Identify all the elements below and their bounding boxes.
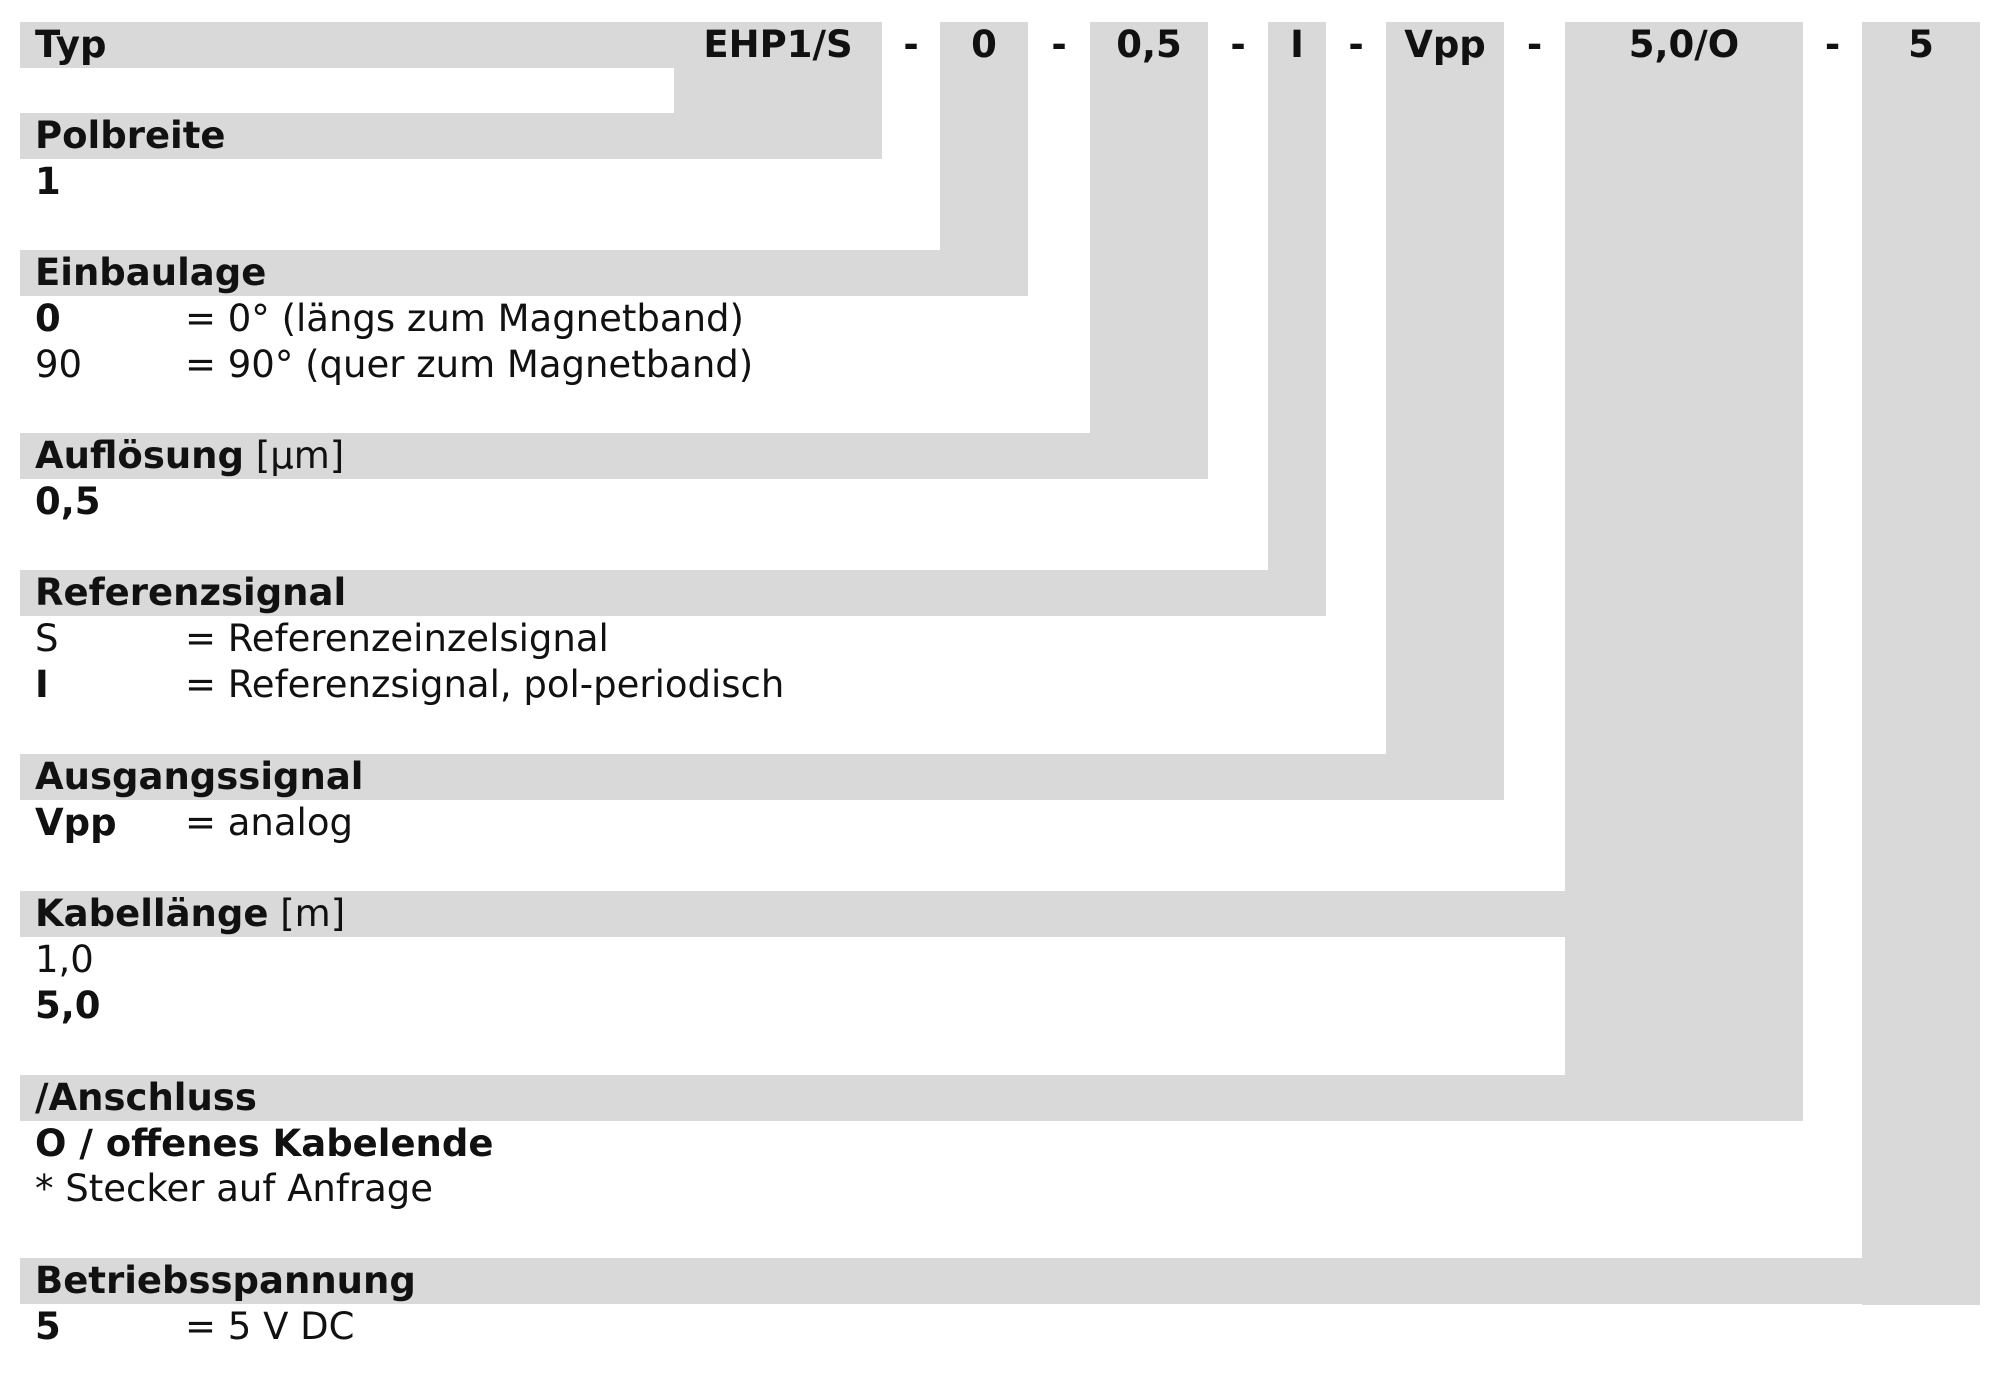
aufloesung-heading <box>35 433 344 479</box>
code-column-aufloesung <box>1090 22 1208 479</box>
referenzsignal-option-code: I <box>35 663 49 706</box>
kabellaenge-heading <box>35 891 345 937</box>
anschluss-title: /Anschluss <box>35 1076 257 1119</box>
anschluss-line: O / offenes Kabelende <box>35 1122 494 1165</box>
code-betriebsspannung: 5 <box>1908 23 1934 66</box>
code-column-ausgangssignal <box>1386 22 1504 800</box>
code-separator: - <box>903 23 919 66</box>
betriebsspannung-title: Betriebsspannung <box>35 1259 416 1302</box>
code-separator: - <box>1824 23 1841 66</box>
code-referenzsignal: I <box>1290 23 1304 66</box>
betriebsspannung-option-code: 5 <box>35 1305 61 1348</box>
typ-label: Typ <box>35 23 107 66</box>
betriebsspannung-option-desc: = 5 V DC <box>185 1305 355 1348</box>
einbaulage-option-code: 90 <box>35 343 83 386</box>
ausgangssignal-option-desc: = analog <box>185 801 353 844</box>
einbaulage-option-desc: = 0° (längs zum Magnetband) <box>185 297 744 340</box>
aufloesung-unit: [µm] <box>255 434 345 477</box>
code-separator: - <box>1526 23 1543 66</box>
aufloesung-title: Auflösung <box>35 434 245 477</box>
einbaulage-option-desc: = 90° (quer zum Magnetband) <box>185 343 754 386</box>
referenzsignal-option-code: S <box>35 617 59 660</box>
code-separator: - <box>1348 23 1364 66</box>
aufloesung-option-code: 0,5 <box>35 480 101 523</box>
polbreite-title: Polbreite <box>35 114 226 157</box>
kabellaenge-title: Kabellänge <box>35 892 269 935</box>
code-ehp: EHP1/S <box>703 23 853 66</box>
kabellaenge-option-code: 5,0 <box>35 984 101 1027</box>
code-aufloesung: 0,5 <box>1116 23 1182 66</box>
code-kabel-anschluss: 5,0/O <box>1628 23 1740 66</box>
ausgangssignal-option-code: Vpp <box>35 801 117 844</box>
anschluss-note: * Stecker auf Anfrage <box>35 1167 434 1210</box>
kabellaenge-unit: [m] <box>280 892 346 935</box>
code-einbaulage: 0 <box>971 23 997 66</box>
code-column-betriebsspannung <box>1862 22 1980 1305</box>
einbaulage-option-code: 0 <box>35 297 61 340</box>
kabellaenge-option-code: 1,0 <box>35 938 94 981</box>
code-column-referenzsignal <box>1268 22 1326 616</box>
einbaulage-title: Einbaulage <box>35 251 267 294</box>
code-separator: - <box>1230 23 1246 66</box>
referenzsignal-option-desc: = Referenzeinzelsignal <box>185 617 609 660</box>
code-ausgangssignal: Vpp <box>1404 23 1486 66</box>
section-bar-anschluss <box>20 1075 1803 1121</box>
referenzsignal-option-desc: = Referenzsignal, pol-periodisch <box>185 663 785 706</box>
polbreite-option-code: 1 <box>35 160 61 203</box>
ausgangssignal-title: Ausgangssignal <box>35 755 364 798</box>
code-column-kabel-anschluss <box>1565 22 1803 1121</box>
referenzsignal-title: Referenzsignal <box>35 571 347 614</box>
code-separator: - <box>1051 23 1067 66</box>
